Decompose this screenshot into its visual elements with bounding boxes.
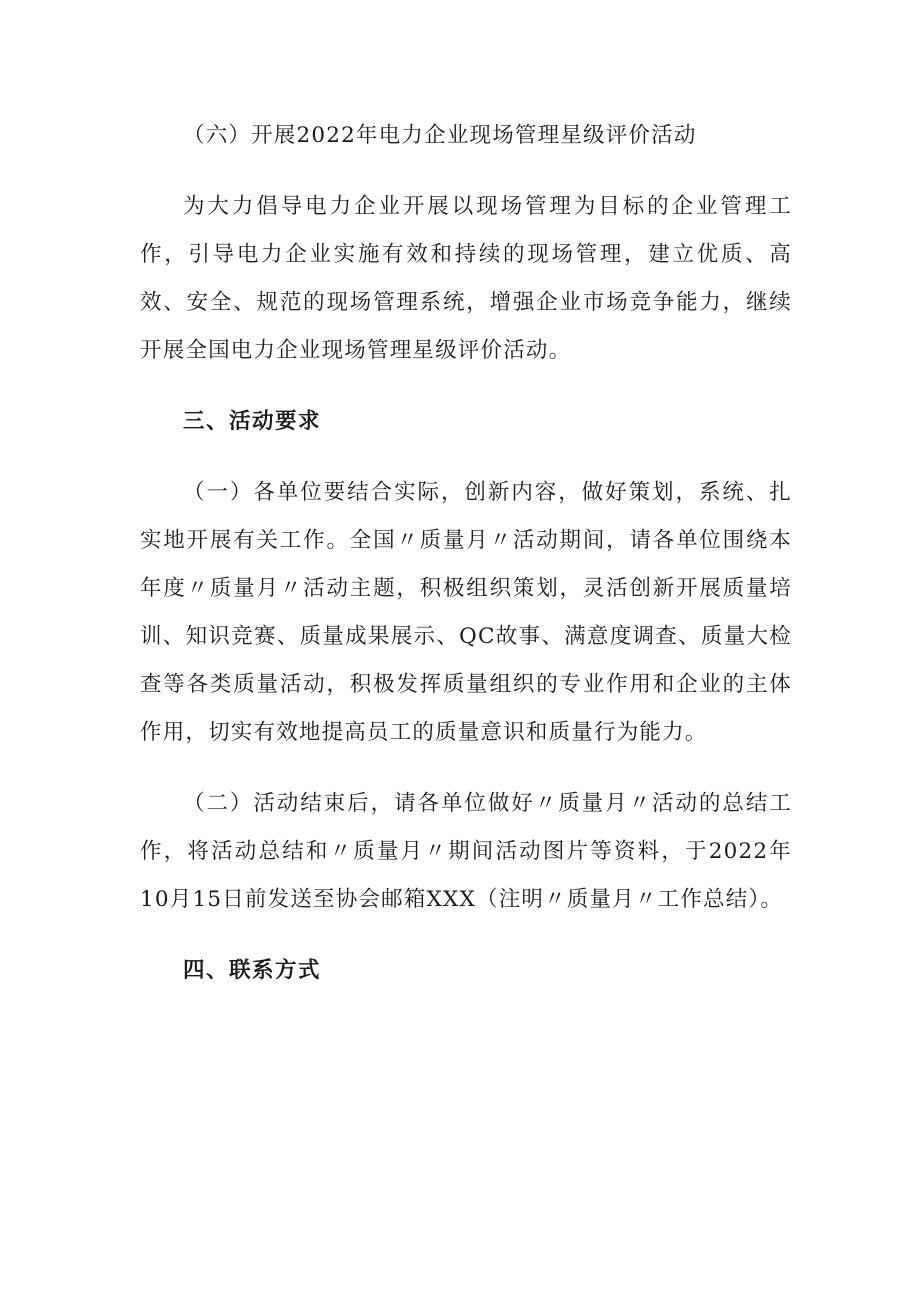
document-body (140, 112, 792, 1018)
section-4-heading: 四、联系方式 (183, 958, 322, 983)
requirement-2-paragraph: （二）活动结束后，请各单位做好〃质量月〃活动的总结工作，将活动总结和〃质量月〃期间活动图片等资料，于2022年10月15日前发送至协会邮箱XXX（注明〃质量月〃工作总结）。 (140, 791, 792, 912)
section-3-heading: 三、活动要求 (183, 409, 322, 434)
subsection-6-paragraph: 为大力倡导电力企业开展以现场管理为目标的企业管理工作，引导电力企业实施有效和持续的现场管理，建立优质、高效、安全、规范的现场管理系统，增强企业市场竞争能力，继续开展全国电力企业现场管理星级评价活动。 (140, 194, 792, 363)
requirement-1-paragraph: （一）各单位要结合实际，创新内容，做好策划，系统、扎实地开展有关工作。全国〃质量月〃活动期间，请各单位围绕本年度〃质量月〃活动主题，积极组织策划，灵活创新开展质量培训、知识竞赛、质量成果展示、QC故事、满意度调查、质量大检查等各类质量活动，积极发挥质量组织的专业作用和企业的主体作用，切实有效地提高员工的质量意识和质量行为能力。 (140, 480, 792, 745)
subsection-6-title: （六）开展2022年电力企业现场管理星级评价活动 (183, 123, 697, 148)
